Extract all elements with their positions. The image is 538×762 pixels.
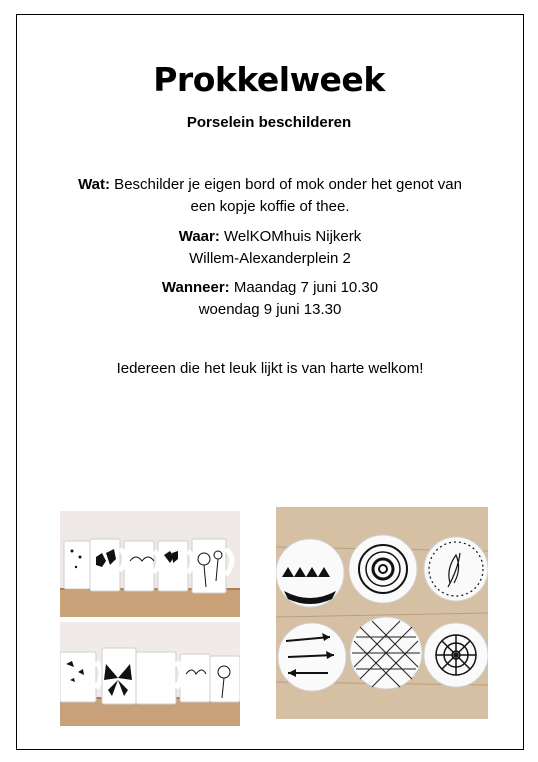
page-subtitle: Porselein beschilderen: [186, 114, 352, 131]
page-title: Prokkelweek: [153, 60, 385, 99]
wanneer-label: Wanneer:: [161, 279, 230, 296]
waar-line1: WelKOMhuis Nijkerk: [219, 228, 362, 245]
waar-label: Waar:: [178, 228, 220, 245]
mugs-photo-top: [60, 511, 240, 617]
wanneer-line1: Maandag 7 juni 10.30: [229, 279, 379, 296]
wat-text-line2: een kopje koffie of thee.: [190, 198, 350, 215]
waar-section: [40, 226, 500, 270]
wat-label: Wat:: [78, 176, 111, 193]
wat-text-line1: Beschilder je eigen bord of mok onder het genot van: [110, 176, 462, 193]
mugs-photo-bottom: [60, 622, 240, 726]
plates-photo: [276, 507, 488, 719]
wanneer-section: [40, 277, 500, 321]
welcome-text: Iedereen die het leuk lijkt is van harte welkom!: [116, 360, 424, 377]
wanneer-line2: woendag 9 juni 13.30: [198, 301, 342, 318]
waar-line2: Willem-Alexanderplein 2: [189, 250, 351, 267]
wat-section: [40, 174, 500, 218]
